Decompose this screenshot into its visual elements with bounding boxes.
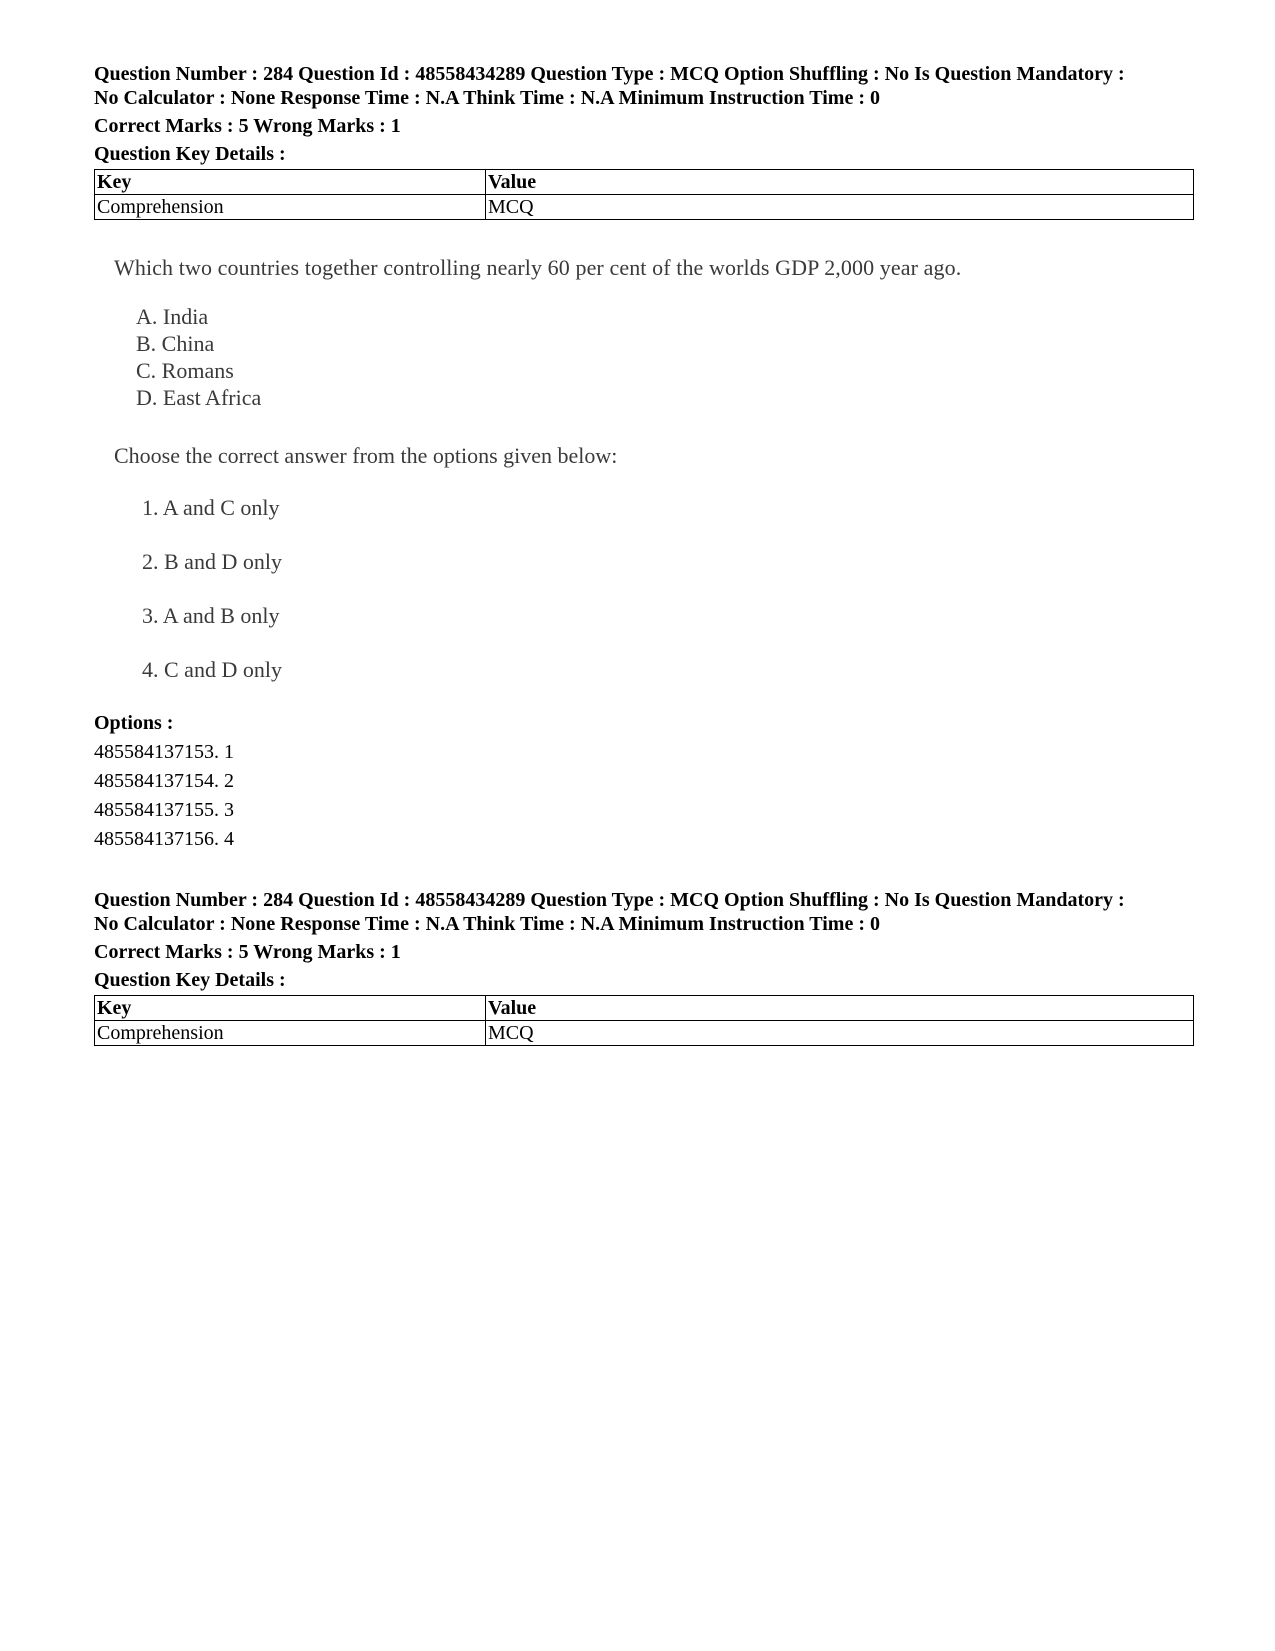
answer-choice: 3. A and B only	[142, 603, 280, 628]
option-item: 485584137154. 2	[94, 770, 234, 792]
options-label: Options :	[94, 712, 174, 734]
header-value-cell: Value	[486, 170, 1194, 195]
option-item: 485584137155. 3	[94, 799, 234, 821]
row-key-cell: Comprehension	[95, 195, 486, 220]
row-value-cell: MCQ	[486, 1021, 1194, 1046]
key-details-table	[94, 169, 1194, 220]
question-stem: Which two countries together controlling nearly 60 per cent of the worlds GDP 2,000 year ago.	[114, 255, 962, 280]
table-header-row	[95, 996, 1194, 1021]
question-meta-line-1: Question Number : 284 Question Id : 48558434289 Question Type : MCQ Option Shuffling : No Is Question Mandatory :	[94, 889, 1125, 911]
header-key-cell: Key	[95, 170, 486, 195]
list-item: A. India	[136, 304, 209, 329]
answer-choice: 4. C and D only	[142, 657, 282, 682]
table-header-row	[95, 170, 1194, 195]
option-item: 485584137156. 4	[94, 828, 234, 850]
marks-line: Correct Marks : 5 Wrong Marks : 1	[94, 941, 401, 963]
key-details-table	[94, 995, 1194, 1046]
question-meta-line-1: Question Number : 284 Question Id : 48558434289 Question Type : MCQ Option Shuffling : No Is Question Mandatory :	[94, 63, 1125, 85]
table-row	[95, 195, 1194, 220]
question-header-1	[94, 62, 1194, 220]
answer-choice: 1. A and C only	[142, 495, 280, 520]
question-meta	[94, 888, 1194, 936]
answer-choice: 2. B and D only	[142, 549, 282, 574]
table-row	[95, 1021, 1194, 1046]
key-details-label: Question Key Details :	[94, 969, 286, 991]
marks-line: Correct Marks : 5 Wrong Marks : 1	[94, 115, 401, 137]
question-header-2	[94, 888, 1194, 1046]
row-value-cell: MCQ	[486, 195, 1194, 220]
choose-instruction: Choose the correct answer from the options given below:	[114, 443, 618, 468]
option-item: 485584137153. 1	[94, 741, 234, 763]
question-meta-line-2: No Calculator : None Response Time : N.A Think Time : N.A Minimum Instruction Time : 0	[94, 913, 880, 935]
header-value-cell: Value	[486, 996, 1194, 1021]
row-key-cell: Comprehension	[95, 1021, 486, 1046]
list-item: B. China	[136, 331, 215, 356]
question-meta	[94, 62, 1194, 110]
question-meta-line-2: No Calculator : None Response Time : N.A Think Time : N.A Minimum Instruction Time : 0	[94, 87, 880, 109]
list-item: D. East Africa	[136, 385, 262, 410]
header-key-cell: Key	[95, 996, 486, 1021]
key-details-label: Question Key Details :	[94, 143, 286, 165]
list-item: C. Romans	[136, 358, 234, 383]
